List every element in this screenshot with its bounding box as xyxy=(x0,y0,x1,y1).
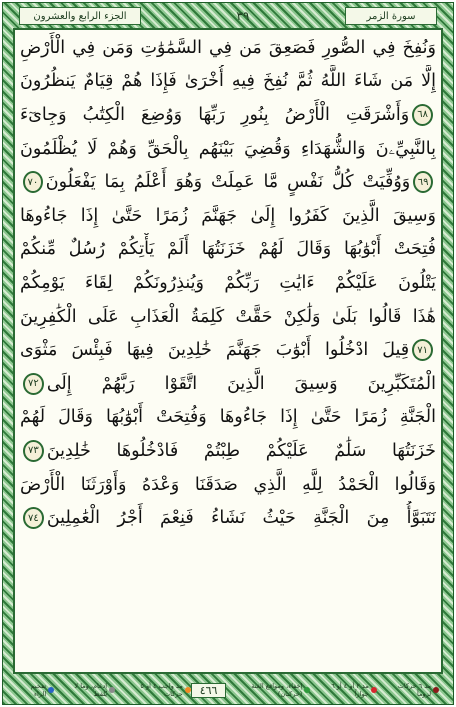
legend-swatch xyxy=(109,687,115,693)
legend-item: مد ٦ حركات لزوماً xyxy=(383,682,439,698)
legend-item: تفخيم الراء xyxy=(17,682,54,698)
text-line: هَٰذَا قَالُوا بَلَىٰ وَلَٰكِنْ حَقَّتْ كَلِمَةُ الْعَذَابِ عَلَى الْكَٰفِرِينَ xyxy=(20,306,436,327)
text-line: بِالنَّبِيِّۦنَ وَالشُّهَدَاءِ وَقُضِيَ بَيْنَهُم بِالْحَقِّ وَهُمْ لَا يُظْلَمُونَ xyxy=(20,138,436,159)
top-page-number: ٣٩ xyxy=(236,9,250,23)
quran-text xyxy=(20,31,436,671)
bottom-page-number: ٤٦٦ xyxy=(191,683,227,698)
ayah-marker: ٦٩ xyxy=(413,171,433,193)
ayah-marker: ٧٢ xyxy=(23,373,44,395)
legend-item: إدغام، وما لا يُلفظ xyxy=(60,682,115,698)
text-line: نَتَبَوَّأُ مِنَ الْجَنَّةِ حَيْثُ نَشَاءُ فَنِعْمَ أَجْرُ الْعَٰمِلِينَ ٧٤ xyxy=(20,501,436,535)
text-line: فُتِحَتْ أَبْوَٰبُهَا وَقَالَ لَهُمْ خَزَنَتُهَا أَلَمْ يَأْتِكُمْ رُسُلٌ مِّنكُمْ xyxy=(20,239,436,260)
text-line: يَتْلُونَ عَلَيْكُمْ ءَايَٰتِ رَبِّكُمْ وَيُنذِرُونَكُمْ لِقَاءَ يَوْمِكُمْ xyxy=(20,272,436,293)
text-line: الْمُتَكَبِّرِينَ وَسِيقَ الَّذِينَ اتَّقَوْا رَبَّهُمْ إِلَى ٧٢ xyxy=(20,367,436,401)
legend-swatch xyxy=(304,687,310,693)
legend-right xyxy=(226,682,439,698)
surah-label: سورة الزمر xyxy=(345,7,437,25)
text-line: ٦٩ وَوُفِّيَتْ كُلُّ نَفْسٍ مَّا عَمِلَتْ وَهُوَ أَعْلَمُ بِمَا يَفْعَلُونَ ٧٠ xyxy=(20,165,436,199)
legend-item: إخفاء، ومواقع الغنة (حركتان) xyxy=(226,682,310,698)
legend-item: مد واجب ٤ أو ٥ حركات xyxy=(121,682,191,698)
ayah-marker: ٧٤ xyxy=(23,507,44,529)
text-line: ٧١ قِيلَ ادْخُلُوا أَبْوَٰبَ جَهَنَّمَ خَٰلِدِينَ فِيهَا فَبِئْسَ مَثْوَى xyxy=(20,333,436,367)
page-header xyxy=(13,6,443,26)
legend-swatch xyxy=(48,687,54,693)
ayah-marker: ٧٠ xyxy=(23,171,43,193)
text-line: خَزَنَتُهَا سَلَٰمٌ عَلَيْكُمْ طِبْتُمْ فَادْخُلُوهَا خَٰلِدِينَ ٧٣ xyxy=(20,434,436,468)
text-line: وَقَالُوا الْحَمْدُ لِلَّهِ الَّذِي صَدَقَنَا وَعْدَهُ وَأَوْرَثَنَا الْأَرْضَ xyxy=(20,474,436,495)
legend-item: مد ٢ أو ٤ أو ٦ جوازاً xyxy=(316,682,376,698)
text-line: ٦٨ وَأَشْرَقَتِ الْأَرْضُ بِنُورِ رَبِّهَا وَوُضِعَ الْكِتَٰبُ وَجِاىٓءَ xyxy=(20,98,436,132)
tajweed-legend xyxy=(13,678,443,702)
legend-swatch xyxy=(371,687,377,693)
ayah-marker: ٧٣ xyxy=(23,440,44,462)
legend-left xyxy=(17,682,191,698)
text-line: وَنُفِخَ فِي الصُّورِ فَصَعِقَ مَن فِي السَّمَٰوَٰتِ وَمَن فِي الْأَرْضِ xyxy=(20,37,436,58)
text-line: الْجَنَّةِ زُمَرًا حَتَّىٰ إِذَا جَاءُوهَا وَفُتِحَتْ أَبْوَٰبُهَا وَقَالَ لَهُمْ xyxy=(20,407,436,428)
text-line: إِلَّا مَن شَاءَ اللَّهُ ثُمَّ نُفِخَ فِيهِ أُخْرَىٰ فَإِذَا هُمْ قِيَامٌ يَنظُرُونَ xyxy=(20,71,436,92)
legend-swatch xyxy=(433,687,439,693)
juz-label: الجزء الرابع والعشرون xyxy=(19,7,141,25)
legend-swatch xyxy=(185,687,191,693)
ayah-marker: ٦٨ xyxy=(412,104,433,126)
ayah-marker: ٧١ xyxy=(412,339,433,361)
text-line: وَسِيقَ الَّذِينَ كَفَرُوا إِلَىٰ جَهَنَّمَ زُمَرًا حَتَّىٰ إِذَا جَاءُوهَا xyxy=(20,205,436,226)
